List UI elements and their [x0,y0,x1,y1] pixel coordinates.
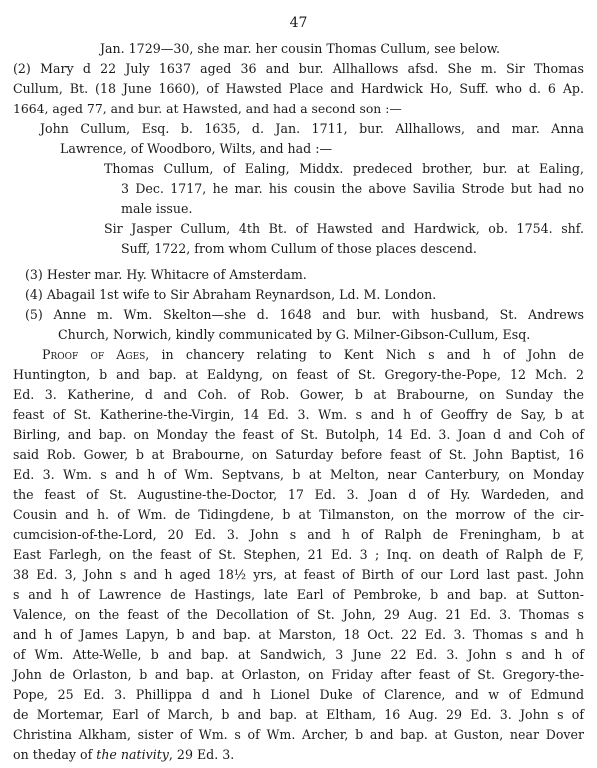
text-line: Cousin and h. of Wm. de Tidingdene, b at Tilmanston, on the morrow of the cir- [13,507,584,522]
text-line: 38 Ed. 3, John s and h aged 18½ yrs, at feast of Birth of our Lord last past. John [13,567,584,582]
text-line: East Farlegh, on the feast of St. Stephen, 21 Ed. 3 ; Inq. on death of Ralph de F, [13,547,584,562]
text-line: 1664, aged 77, and bur. at Hawsted, and had a second son :— [13,101,402,116]
text-line: Birling, and bap. on Monday the feast of St. Butolph, 14 Ed. 3. Joan d and Coh of [13,427,584,442]
text-line: (2) Mary d 22 July 1637 aged 36 and bur. Allhallows afsd. She m. Sir Thomas [13,61,584,76]
text-segment: on theday of [13,747,97,762]
italic-phrase: the nativity [96,747,169,762]
text-line: (4) Abagail 1st wife to Sir Abraham Reynardson, Ld. M. London. [25,287,437,302]
text-line: Christina Alkham, sister of Wm. s of Wm. Archer, b and bap. at Guston, near Dover [13,727,584,742]
text-line: of Wm. Atte-Welle, b and bap. at Sandwich, 3 June 22 Ed. 3. John s and h of [13,647,584,662]
text-line: Suff, 1722, from whom Cullum of those places descend. [121,241,477,256]
text-line: de Mortemar, Earl of March, b and bap. at Eltham, 16 Aug. 29 Ed. 3. John s of [13,707,584,722]
text-line: Huntington, b and bap. at Ealdyng, on feast of St. Gregory-the-Pope, 12 Mch. 2 [13,367,584,382]
text-line: Jan. 1729—30, she mar. her cousin Thomas Cullum, see below. [100,41,501,56]
text-line: Pope, 25 Ed. 3. Phillippa d and h Lionel Duke of Clarence, and w of Edmund [13,687,584,702]
text-line: (5) Anne m. Wm. Skelton—she d. 1648 and bur. with husband, St. Andrews [25,307,584,322]
text-line: the feast of St. Augustine-the-Doctor, 17 Ed. 3. Joan d of Hy. Wardeden, and [13,487,584,502]
text-line: (3) Hester mar. Hy. Whitacre of Amsterdam. [25,267,307,282]
final-text-line [13,745,333,764]
text-line: Sir Jasper Cullum, 4th Bt. of Hawsted and Hardwick, ob. 1754. shf. [104,221,584,236]
text-line: Ed. 3. Wm. s and h of Wm. Septvans, b at Melton, near Canterbury, on Monday [13,467,584,482]
text-segment: in chancery relating to Kent Nich s and h of John de [149,347,584,362]
text-segment: , 29 Ed. 3. [168,747,235,762]
text-line: 3 Dec. 1717, he mar. his cousin the above Savilia Strode but had no [121,181,584,196]
text-line: said Rob. Gower, b at Brabourne, on Saturday before feast of St. John Baptist, 16 [13,447,584,462]
text-line: cumcision-of-the-Lord, 20 Ed. 3. John s and h of Ralph de Freningham, b at [13,527,584,542]
proof-of-ages-line [42,345,584,364]
text-line: Church, Norwich, kindly communicated by G. Milner-Gibson-Cullum, Esq. [58,327,531,342]
text-line: and h of James Lapyn, b and bap. at Marston, 18 Oct. 22 Ed. 3. Thomas s and h [13,627,584,642]
text-line: Valence, on the feast of the Decollation of St. John, 29 Aug. 21 Ed. 3. Thomas s [13,607,584,622]
text-line: male issue. [121,201,193,216]
text-line: Ed. 3. Katherine, d and Coh. of Rob. Gower, b at Brabourne, on Sunday the [13,387,584,402]
text-line: Thomas Cullum, of Ealing, Middx. predeced brother, bur. at Ealing, [104,161,584,176]
text-line: Cullum, Bt. (18 June 1660), of Hawsted Place and Hardwick Ho, Suff. who d. 6 Ap. [13,81,584,96]
text-line: s and h of Lawrence de Hastings, late Earl of Pembroke, b and bap. at Sutton- [13,587,584,602]
text-line: John Cullum, Esq. b. 1635, d. Jan. 1711, bur. Allhallows, and mar. Anna [40,121,584,136]
proof-of-ages-heading: Proof of Ages, [42,347,150,362]
page-number: 47 [289,15,308,31]
text-line: feast of St. Katherine-the-Virgin, 14 Ed. 3. Wm. s and h of Geoffry de Say, b at [13,407,584,422]
text-line: John de Orlaston, b and bap. at Orlaston, on Friday after feast of St. Gregory-the- [13,667,584,682]
text-line: Lawrence, of Woodboro, Wilts, and had :— [60,141,333,156]
